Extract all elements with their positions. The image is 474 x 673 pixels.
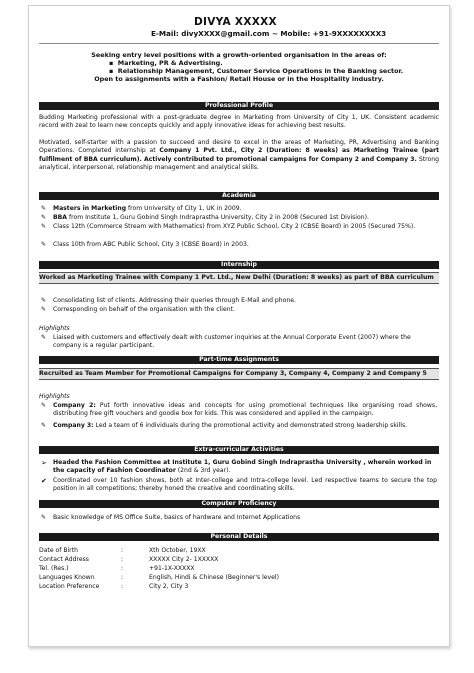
objective-bullet-text: Marketing, PR & Advertising. bbox=[117, 59, 223, 67]
personal-colon: : bbox=[121, 583, 124, 590]
section-header-extra: Extra-curricular Activities bbox=[39, 446, 439, 454]
candidate-name: DIVYA XXXXX bbox=[194, 16, 277, 28]
extra-item-year: (2nd & 3rd year). bbox=[175, 467, 231, 475]
pencil-icon: ✎ bbox=[41, 223, 47, 230]
pencil-icon: ✎ bbox=[41, 241, 47, 248]
square-bullet-icon: ▪ bbox=[109, 59, 114, 67]
objective-bullet-2 bbox=[109, 67, 439, 75]
personal-value: City 2, City 3 bbox=[149, 583, 189, 590]
company-name: Company 2: bbox=[53, 402, 96, 409]
degree-detail: from University of City 1, UK in 2009. bbox=[126, 205, 242, 212]
personal-colon: : bbox=[121, 547, 124, 554]
parttime-highlights-label: Highlights bbox=[39, 393, 70, 400]
extra-item-text: Coordinated over 10 fashion shows, both at Inter-college and Intra-college level. Led respective teams to secure the top position in all competitions; thereby honed the creative and coordinating skills. bbox=[53, 477, 437, 493]
objective-bullet-1 bbox=[109, 59, 439, 67]
section-header-profile: Professional Profile bbox=[39, 102, 439, 110]
section-header-personal: Personal Details bbox=[39, 533, 439, 541]
personal-colon: : bbox=[121, 556, 124, 563]
resume-page bbox=[28, 5, 450, 647]
personal-colon: : bbox=[121, 574, 124, 581]
computer-text: Basic knowledge of MS Office Suite, basics of hardware and Internet Applications bbox=[53, 514, 301, 521]
personal-value: English, Hindi & Chinese (Beginner's level) bbox=[149, 574, 279, 581]
personal-value: Xth October, 19XX bbox=[149, 547, 206, 554]
pencil-icon: ✎ bbox=[41, 334, 47, 341]
pencil-icon: ✎ bbox=[41, 306, 47, 313]
objective-line-2: Open to assignments with a Fashion/ Retail House or in the Hospitality industry. bbox=[94, 75, 384, 83]
personal-label: Contact Address bbox=[39, 556, 89, 563]
objective-block bbox=[39, 51, 439, 83]
internship-highlight-text: Liaised with customers and effectively dealt with customer inquiries at the Annual Corporate Event (2007) where the company is a regular participant. bbox=[53, 334, 411, 350]
personal-value: +91-1X-XXXXX bbox=[149, 565, 195, 572]
degree-name: Masters in Marketing bbox=[53, 205, 127, 212]
personal-label: Location Preference bbox=[39, 583, 100, 590]
personal-colon: : bbox=[121, 565, 124, 572]
internship-highlights-label: Highlights bbox=[39, 325, 70, 332]
personal-label: Tel. (Res.) bbox=[39, 565, 69, 572]
pencil-icon: ✎ bbox=[41, 422, 47, 429]
personal-label: Languages Known bbox=[39, 574, 95, 581]
degree-detail: Class 12th (Commerce Stream with Mathematics) from XYZ Public School, City 2 (CBSE Board) in 2005 (Secured 75%). bbox=[53, 223, 416, 230]
tick-icon: ✔ bbox=[41, 477, 47, 485]
profile-highlight-text: Company 1 Pvt. Ltd., City 2 (Duration: 8 weeks) as Marketing Trainee (part fulfilment of BBA curriculum). Actively contributed to promotional campaigns for Company 2 and Company 3. bbox=[39, 147, 439, 163]
pencil-icon: ✎ bbox=[41, 205, 47, 212]
section-header-academia: Academia bbox=[39, 192, 439, 200]
pencil-icon: ✎ bbox=[41, 514, 47, 521]
parttime-title: Recruited as Team Member for Promotional Campaigns for Company 3, Company 4, Company 2 and Company 5 bbox=[39, 368, 439, 380]
arrow-bullet-icon: ➢ bbox=[41, 459, 47, 467]
internship-bullet-text: Corresponding on behalf of the organisation with the client. bbox=[53, 306, 235, 313]
profile-text-end: Strong analytical, interpersonal, relationship management and analytical skills. bbox=[39, 155, 439, 172]
pencil-icon: ✎ bbox=[41, 297, 47, 304]
contact-line: E-Mail: divyXXXX@gmail.com ~ Mobile: +91-9XXXXXXXX3 bbox=[151, 29, 387, 38]
company-name: Company 3: bbox=[53, 422, 94, 429]
internship-bullet-text: Consolidating list of clients. Addressing their queries through E-Mail and phone. bbox=[53, 297, 296, 304]
header-divider bbox=[39, 43, 439, 44]
internship-title: Worked as Marketing Trainee with Company 1 Pvt. Ltd., New Delhi (Duration: 8 weeks) as part of BBA curriculum bbox=[39, 272, 439, 284]
degree-detail: from Institute 1, Guru Gobind Singh Indraprastha University, City 2 in 2008 (Secured 1st Division). bbox=[67, 214, 369, 221]
objective-line-1: Seeking entry level positions with a growth-oriented organisation in the areas of: bbox=[91, 51, 387, 59]
pencil-icon: ✎ bbox=[41, 402, 47, 409]
objective-bullet-text: Relationship Management, Customer Service Operations in the Banking sector. bbox=[117, 67, 404, 75]
degree-name: BBA bbox=[53, 214, 68, 221]
extra-item-title: Headed the Fashion Committee at Institute 1, Guru Gobind Singh Indraprastha University , wherein worked in the capacity of Fashion Coordinator bbox=[53, 459, 432, 475]
section-header-internship: Internship bbox=[39, 261, 439, 269]
section-header-parttime: Part-time Assignments bbox=[39, 356, 439, 364]
pencil-icon: ✎ bbox=[41, 214, 47, 221]
parttime-text: Led a team of 6 individuals during the promotional activity and demonstrated strong leadership skills. bbox=[93, 422, 408, 429]
parttime-text: Put forth innovative ideas and concepts for using promotional techniques like organising road shows, distributing free gift vouchers and goodie box for kids. This was considered and applied in the campaign. bbox=[53, 402, 438, 418]
personal-value: XXXXX City 2- 1XXXXX bbox=[149, 556, 219, 563]
section-header-computer: Computer Proficiency bbox=[39, 500, 439, 508]
personal-label: Date of Birth bbox=[39, 547, 78, 554]
degree-detail: Class 10th from ABC Public School, City 3 (CBSE Board) in 2003. bbox=[53, 241, 249, 248]
profile-paragraph-2 bbox=[39, 139, 439, 173]
profile-paragraph-1: Budding Marketing professional with a post-graduate degree in Marketing from University of City 1, UK. Consistent academic record with zeal to learn new concepts quickly and apply innovative ideas for achieving best results. bbox=[39, 114, 439, 130]
square-bullet-icon: ▪ bbox=[109, 67, 114, 75]
profile-text: Motivated, self-starter with a passion to succeed and desire to excel in the areas of Marketing, PR, Advertising and Banking Operations. Completed internship at bbox=[39, 139, 439, 155]
